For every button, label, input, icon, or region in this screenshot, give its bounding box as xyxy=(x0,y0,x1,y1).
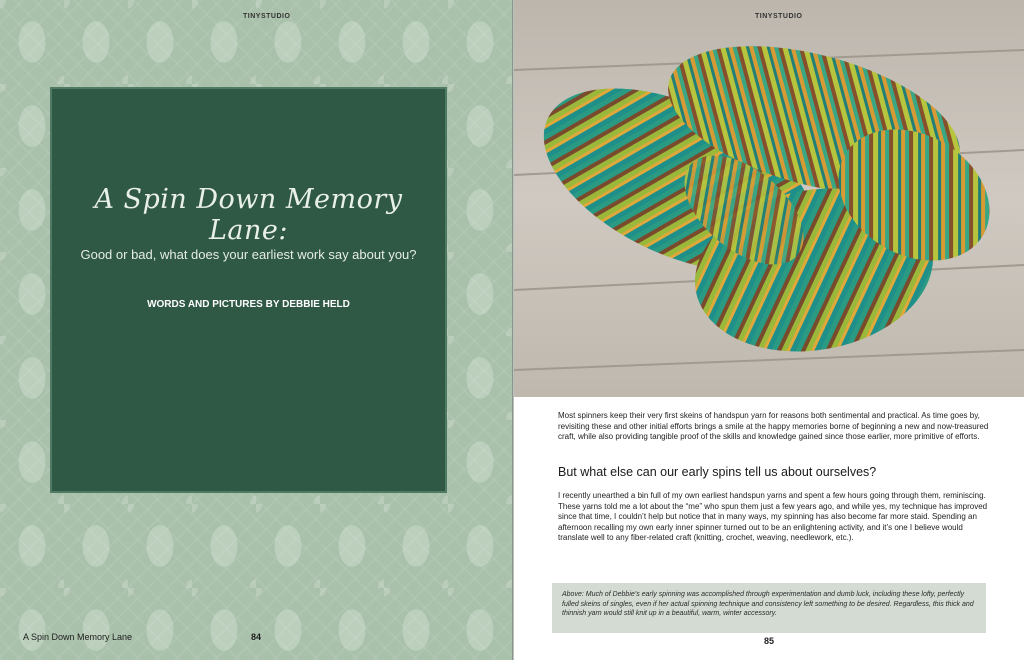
yarn-skeins-photo xyxy=(514,0,1024,397)
title-box xyxy=(50,87,447,493)
body-paragraph: I recently unearthed a bin full of my own earliest handspun yarns and spent a few hours going through them, reminiscing. These yarns told me a lot about the “me” who spun them just a few years ago, and while yes, my technique has improved since that time, I couldn’t help but notice that in many ways, my spinning has also become far more staid. Spending an afternoon recalling my own early inner spinner turned out to be an enlightening activity, and it’s one I believe would translate well to any fiber-related craft (knitting, crochet, weaving, needlework, etc.). xyxy=(558,491,988,542)
photo-caption xyxy=(552,583,986,633)
section-heading: But what else can our early spins tell us about ourselves? xyxy=(558,465,877,479)
photo-caption-text: Above: Much of Debbie’s early spinning was accomplished through experimentation and dumb luck, including these lofty, perfectly fulled skeins of singles, even if her actual spinning technique and consistency left something to be desired. Regardless, this thick and thinnish yarn would still knit up in a beautiful, warm, winter accessory. xyxy=(562,591,974,617)
page-number-right: 85 xyxy=(764,636,775,646)
article-title: A Spin Down Memory Lane: xyxy=(94,184,403,246)
page-number-left: 84 xyxy=(251,632,262,642)
yarn-photo-illustration xyxy=(514,0,1024,397)
intro-paragraph: Most spinners keep their very first skeins of handspun yarn for reasons both sentimental and practical. As time goes by, revisiting these and other initial efforts brings a smile at the happy memories borne of beginning a new and now-treasured craft, while also providing tangible proof of the skills and knowledge gained since those earlier, more primitive of efforts. xyxy=(558,411,989,441)
right-page-brand: TINYSTUDIO xyxy=(755,13,803,20)
footer-running-title: A Spin Down Memory Lane xyxy=(23,632,133,642)
right-page xyxy=(514,0,1024,660)
left-page-brand: TINYSTUDIO xyxy=(243,13,291,20)
article-subtitle: Good or bad, what does your earliest work say about you? xyxy=(80,247,417,262)
article-byline: WORDS AND PICTURES BY DEBBIE HELD xyxy=(147,299,350,310)
